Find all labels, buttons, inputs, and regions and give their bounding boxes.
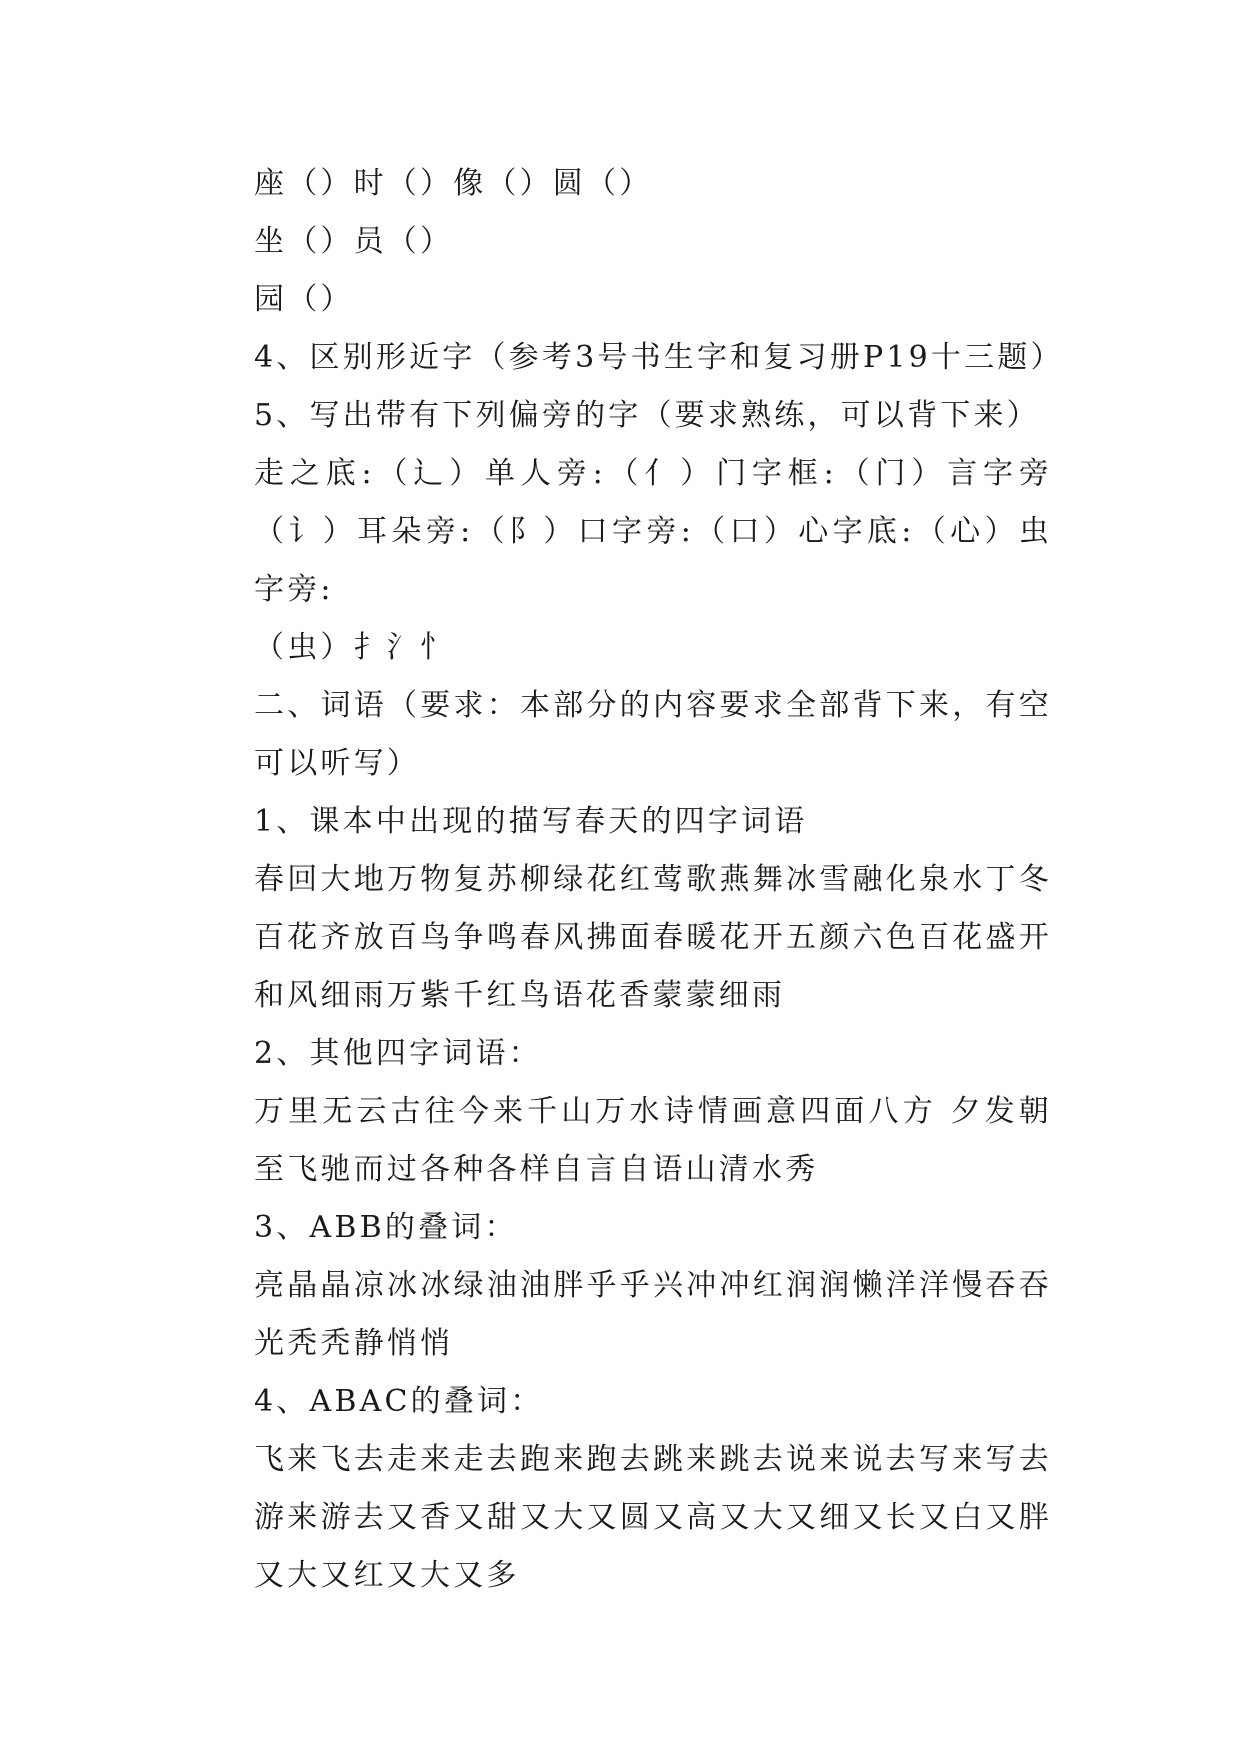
abb-words-list: 亮晶晶凉冰冰绿油油胖乎乎兴冲冲红润润懒洋洋慢吞吞光秃秃静悄悄 [254,1268,1052,1361]
radicals-list: 走之底:（辶）单人旁:（亻）门字框:（门）言字旁（讠）耳朵旁:（阝）口字旁:（口）心字底:（心）虫字旁: [254,456,1052,607]
section-2-vocabulary-heading: 二、词语（要求：本部分的内容要求全部背下来，有空可以听写） [254,688,1052,781]
word-blanks-line-2: 坐（）员（） [254,224,454,259]
item-4-similar-characters: 4、区别形近字（参考3号书生字和复习册P19十三题） [254,340,1064,375]
item-4-abac-heading: 4、ABAC的叠词： [254,1384,544,1419]
item-1-spring-idioms-heading: 1、课本中出现的描写春天的四字词语 [254,804,808,839]
word-blanks-line-1: 座（）时（）像（）圆（） [254,166,653,201]
item-2-other-idioms-heading: 2、其他四字词语： [254,1036,542,1071]
radicals-list-continued: （虫）扌氵忄 [254,630,454,665]
other-idioms-list: 万里无云古往今来千山万水诗情画意四面八方 夕发朝至飞驰而过各种各样自言自语山清水秀 [254,1094,1052,1187]
item-3-abb-heading: 3、ABB的叠词： [254,1210,518,1245]
document-page [190,155,1064,1605]
item-5-radicals-heading: 5、写出带有下列偏旁的字（要求熟练，可以背下来） [254,398,1040,433]
spring-idioms-list: 春回大地万物复苏柳绿花红莺歌燕舞冰雪融化泉水丁冬百花齐放百鸟争鸣春风拂面春暖花开五颜六色百花盛开和风细雨万紫千红鸟语花香蒙蒙细雨 [254,862,1052,1013]
abac-words-list: 飞来飞去走来走去跑来跑去跳来跳去说来说去写来写去游来游去又香又甜又大又圆又高又大又细又长又白又胖又大又红又大又多 [254,1442,1052,1593]
word-blanks-line-3: 园（） [254,282,354,317]
